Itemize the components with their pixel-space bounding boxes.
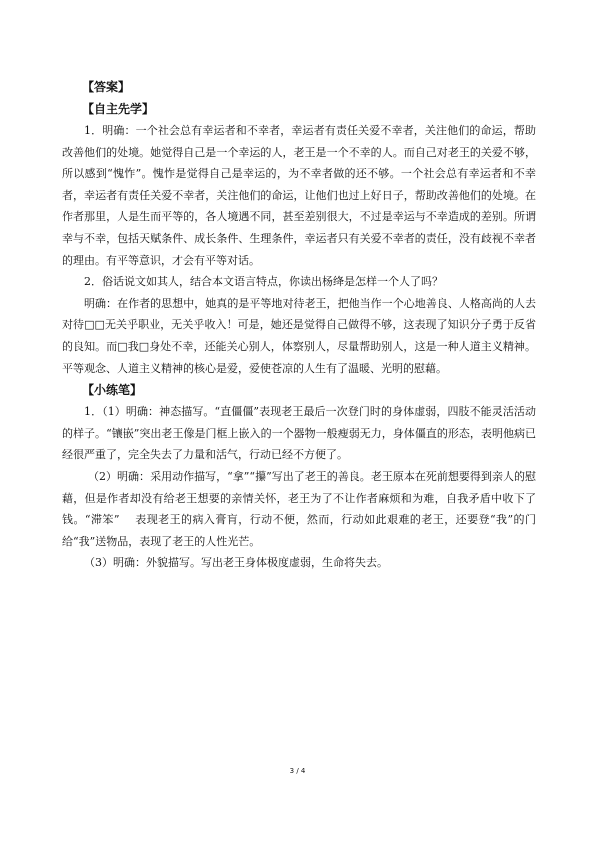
- answer-heading: 【答案】: [82, 80, 131, 94]
- self-study-heading: 【自主先学】: [82, 102, 155, 116]
- practice-paragraph-1: 1．（1）明确：神态描写。“直僵僵”表现老王最后一次登门时的身体虚弱，四肢不能灵活活动的样子。“镶嵌”突出老王像是门框上嵌入的一个器物一般瘦弱无力，身体僵直的形态，表明他病已经很严重了，完全失去了力量和活气，行动已经不方便了。: [62, 405, 536, 462]
- practice-heading: 【小练笔】: [82, 383, 143, 398]
- self-study-paragraph-2: 2．俗话说文如其人，结合本文语言特点，你读出杨绛是怎样一个人了吗？: [84, 275, 443, 289]
- practice-paragraph-2: （2）明确：采用动作描写，“拿”“攥”写出了老王的善良。老王原本在死前想要得到亲人的慰藉，但是作者却没有给老王想要的亲情关怀，老王为了不让作者麻烦和为难，自我矛盾中收下了钱。“滞笨” 表现老王的病入膏肓，行动不便，然而，行动如此艰难的老王，还要登“我”的门给“我”送物品，表现了老王的人性光芒。: [62, 469, 536, 548]
- page-number: 3 / 4: [289, 767, 306, 775]
- self-study-paragraph-1: 1．明确：一个社会总有幸运者和不幸者，幸运者有责任关爱不幸者，关注他们的命运，帮助改善他们的处境。她觉得自己是一个幸运的人，老王是一个不幸的人。而自己对老王的关爱不够，所以感到“愧怍”。愧怍是觉得自己是幸运的，为不幸者做的还不够。一个社会总有幸运者和不幸者，幸运者有责任关爱不幸者，关注他们的命运，让他们也过上好日子，帮助改善他们的处境。在作者那里，人是生而平等的，各人境遇不同，甚至差别很大，不过是幸运与不幸造成的差别。所谓幸与不幸，包括天赋条件、成长条件、生理条件，幸运者只有关爱不幸者的责任，没有歧视不幸者的理由。有平等意识，才会有平等对话。: [62, 124, 536, 267]
- self-study-paragraph-3: 明确：在作者的思想中，她真的是平等地对待老王，把他当作一个心地善良、人格高尚的人去对待□□无关乎职业，无关乎收入！可是，她还是觉得自己做得不够，这表现了知识分子勇于反省的良知。而□我□身处不幸，还能关心别人，体察别人，尽量帮助别人，这是一种人道主义精神。平等观念、人道主义精神的核心是爱，爱使苍凉的人生有了温暖、光明的慰藉。: [62, 296, 536, 375]
- document-body: [62, 76, 536, 574]
- practice-paragraph-3: （3）明确：外貌描写。写出老王身体极度虚弱，生命将失去。: [84, 556, 388, 570]
